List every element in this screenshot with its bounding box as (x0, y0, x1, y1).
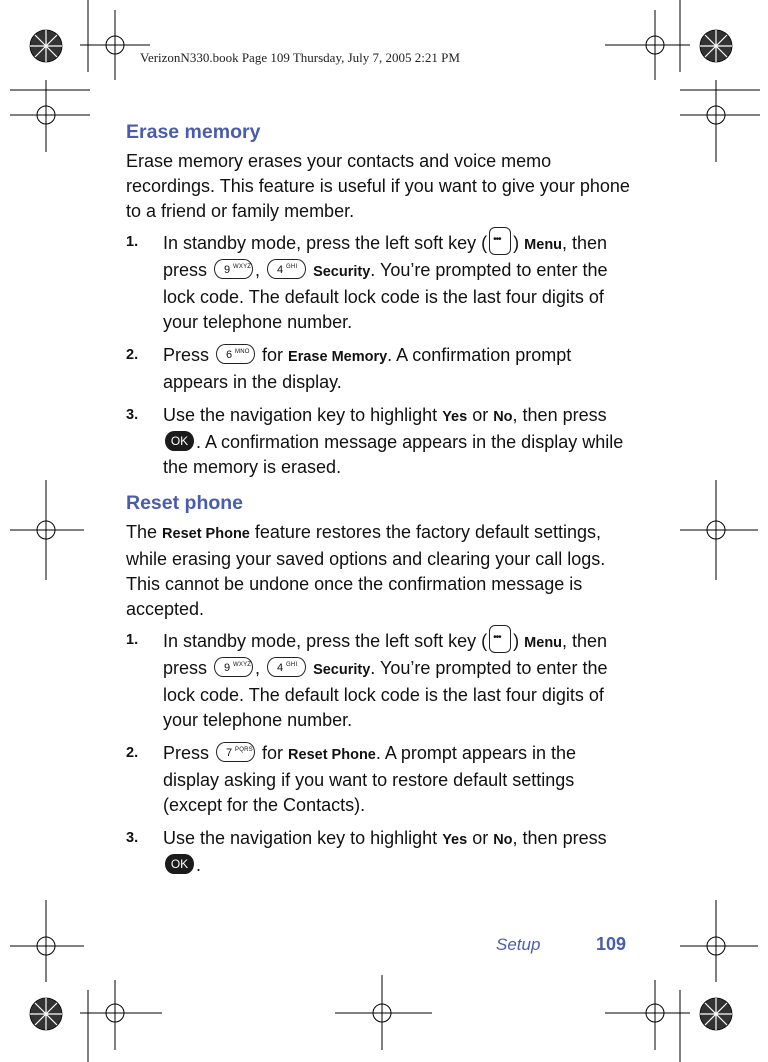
left-soft-key-icon: ••• (489, 227, 511, 255)
reset-phone-label: Reset Phone (162, 526, 250, 542)
step-text: , (255, 658, 266, 678)
key-9-icon: 9 WXYZ (214, 259, 253, 279)
erase-step-1 (126, 230, 636, 335)
star-target-mark (30, 30, 62, 62)
menu-label: Menu (524, 634, 563, 651)
step-text: , then press (512, 405, 607, 425)
step-text: , then press (163, 232, 608, 280)
step-number: 2. (126, 745, 139, 761)
step-text: . A confirmation message appears in the display while the memory is erased. (163, 432, 624, 477)
step-text: . (196, 855, 202, 875)
crosshair-mark (10, 900, 84, 982)
ok-key-icon: OK (165, 854, 194, 874)
security-label: Security (313, 662, 371, 678)
step-text: . You’re prompted to enter the lock code. The default lock code is the last four digits of your telephone number. (163, 658, 608, 730)
crosshair-mark (10, 480, 84, 580)
crosshair-mark (80, 980, 162, 1062)
crosshair-mark (335, 975, 432, 1050)
step-number: 1. (126, 632, 139, 648)
step-text: Use the navigation key to highlight (163, 828, 443, 848)
step-text: ) (513, 630, 525, 651)
star-target-mark (700, 30, 732, 62)
key-9-icon: 9 WXYZ (214, 657, 253, 677)
ok-key-icon: OK (165, 431, 194, 451)
reset-step-1 (126, 628, 636, 733)
left-soft-key-icon: ••• (489, 625, 511, 653)
step-text: , (255, 260, 266, 280)
step-number: 3. (126, 407, 139, 423)
step-number: 1. (126, 234, 139, 250)
reset-steps (126, 628, 636, 878)
star-target-mark (700, 998, 732, 1030)
step-text: for (257, 743, 289, 763)
yes-label: Yes (442, 409, 468, 425)
reset-phone-label: Reset Phone (288, 747, 376, 763)
erase-memory-label: Erase Memory (288, 349, 388, 365)
crosshair-mark (680, 80, 760, 162)
crosshair-mark (10, 80, 90, 152)
crosshair-mark (680, 480, 758, 580)
step-text: Use the navigation key to highlight (163, 405, 443, 425)
step-number: 2. (126, 347, 139, 363)
step-text: Press (163, 743, 215, 763)
footer-section-name: Setup (496, 935, 541, 954)
step-text: or (467, 828, 494, 848)
star-target-mark (30, 998, 62, 1030)
step-text: , then press (512, 828, 607, 848)
erase-step-2 (126, 343, 636, 395)
step-text: or (467, 405, 494, 425)
reset-step-3 (126, 826, 636, 878)
no-label: No (493, 409, 513, 425)
yes-label: Yes (442, 832, 468, 848)
step-text: , then press (163, 630, 608, 678)
crosshair-mark (605, 0, 690, 80)
erase-intro: Erase memory erases your contacts and voice memo recordings. This feature is useful if you want to give your phone to a friend or family member. (126, 151, 630, 221)
crosshair-mark (680, 900, 758, 982)
key-7-icon: 7 PQRS (216, 742, 255, 762)
reset-intro: The Reset Phone feature restores the factory default settings, while erasing your saved options and clearing your call logs. This cannot be undone once the confirmation message is accepted. (126, 522, 606, 619)
page-content (126, 118, 636, 878)
step-text: . A confirmation prompt appears in the display. (163, 345, 572, 392)
step-text: . You’re prompted to enter the lock code. The default lock code is the last four digits of your telephone number. (163, 260, 608, 332)
step-text: ) (513, 232, 525, 253)
erase-step-3 (126, 403, 636, 480)
key-6-icon: 6 MNO (216, 344, 255, 364)
step-text: Press (163, 345, 215, 365)
menu-label: Menu (524, 236, 563, 253)
section-heading-erase-memory: Erase memory (126, 121, 261, 143)
reset-step-2 (126, 741, 636, 818)
crosshair-mark (80, 0, 150, 80)
no-label: No (493, 832, 513, 848)
key-4-icon: 4 GHI (267, 657, 306, 677)
print-stamp: VerizonN330.book Page 109 Thursday, July 7, 2005 2:21 PM (140, 50, 460, 65)
step-text: for (257, 345, 289, 365)
step-text: . A prompt appears in the display asking if you want to restore default settings (except for the Contacts). (163, 743, 577, 815)
security-label: Security (313, 264, 371, 280)
crosshair-mark (605, 980, 690, 1062)
section-heading-reset-phone: Reset phone (126, 492, 244, 514)
step-text: In standby mode, press the left soft key ( (163, 232, 488, 253)
step-text: In standby mode, press the left soft key ( (163, 630, 488, 651)
step-number: 3. (126, 830, 139, 846)
page-number: 109 (596, 934, 627, 954)
erase-steps (126, 230, 636, 480)
key-4-icon: 4 GHI (267, 259, 306, 279)
